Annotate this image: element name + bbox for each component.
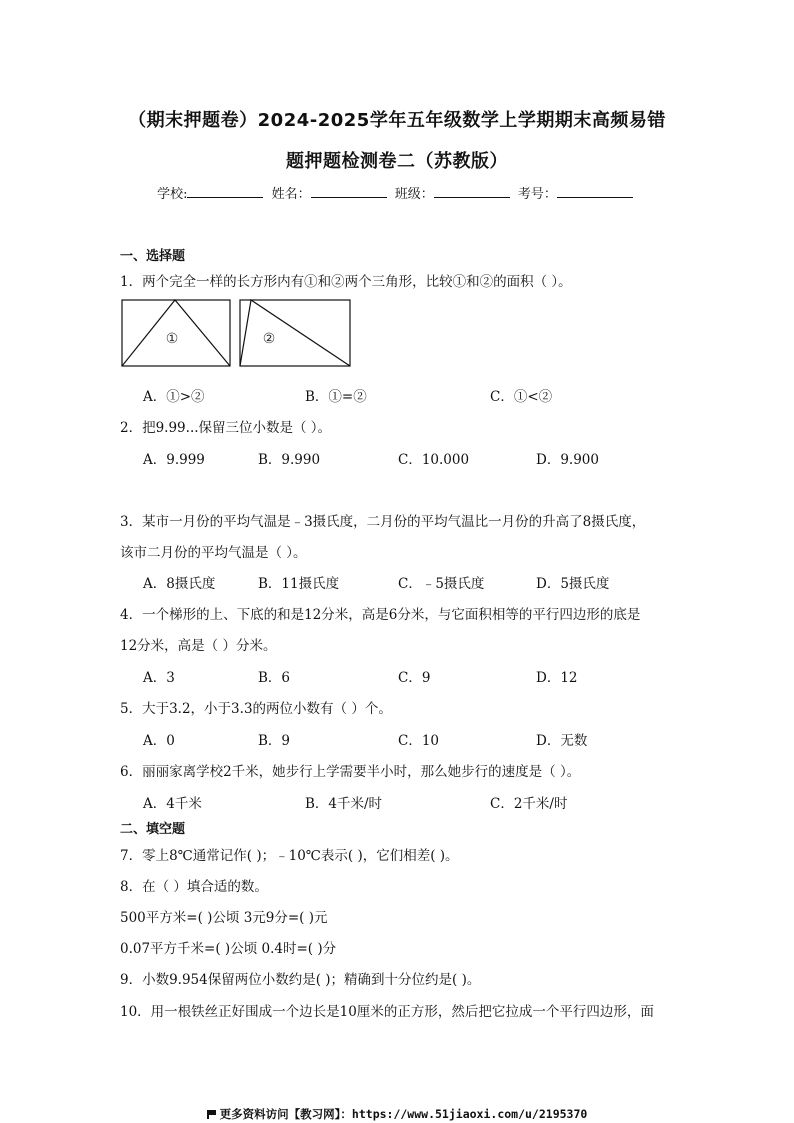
question-6: 6．丽丽家离学校2千米，她步行上学需要半小时，那么她步行的速度是（ ）。 [120,764,581,780]
question-10: 10．用一根铁丝正好围成一个边长是10厘米的正方形，然后把它拉成一个平行四边形，面 [120,1004,654,1020]
q5-option-a: A．0 [143,733,175,749]
footer [0,1106,794,1122]
q1-option-a: A．①>② [143,389,205,405]
q5-option-c: C．10 [398,733,440,749]
question-1-figure [120,298,356,368]
school-label: 学校: [157,187,188,202]
school-blank [187,185,263,198]
triangle-2-label: ② [262,331,276,347]
q4-option-c: C．9 [398,670,431,686]
name-label: 姓名： [271,187,311,202]
page-title-line-2: 题押题检测卷二（苏教版） [286,151,508,172]
q2-option-c: C．10.000 [398,452,470,468]
q1-option-c: C．①<② [490,389,553,405]
question-9: 9．小数9.954保留两位小数约是( )；精确到十分位约是( )。 [120,972,481,988]
question-4-line-1: 4．一个梯形的上、下底的和是12分米，高是6分米，与它面积相等的平行四边形的底是 [120,607,641,623]
question-1: 1．两个完全一样的长方形内有①和②两个三角形，比较①和②的面积（ ）。 [120,274,572,290]
q1-option-b: B．①=② [305,389,367,405]
q3-option-a: A．8摄氏度 [143,576,216,592]
q2-option-b: B．9.990 [258,452,321,468]
q3-option-d: D．5摄氏度 [536,576,610,592]
q5-option-b: B．9 [258,733,291,749]
class-label: 班级： [394,187,434,202]
number-label: 考号： [517,187,557,202]
q3-option-c: C．﹣5摄氏度 [398,576,485,592]
number-blank [557,185,633,198]
student-info-row [0,183,794,202]
question-3-line-2: 该市二月份的平均气温是（ ）。 [120,545,307,561]
question-8: 8．在（ ）填合适的数。 [120,879,268,895]
question-8-line-1: 500平方米=( )公顷 3元9分=( )元 [120,910,328,926]
question-2: 2．把9.99...保留三位小数是（ ）。 [120,420,332,436]
question-5: 5．大于3.2，小于3.3的两位小数有（ ）个。 [120,701,392,717]
flag-icon [207,1110,217,1119]
rectangle-2 [240,300,350,366]
section-1-title: 一、选择题 [120,249,186,264]
q5-option-d: D．无数 [536,733,588,749]
q2-option-d: D．9.900 [536,452,599,468]
q3-option-b: B．11摄氏度 [258,576,340,592]
name-blank [311,185,387,198]
class-blank [434,185,510,198]
triangle-1-label: ① [165,331,179,347]
section-2-title: 二、填空题 [120,822,186,837]
q6-option-b: B．4千米/时 [305,796,383,812]
q4-option-d: D．12 [536,670,578,686]
q4-option-b: B．6 [258,670,291,686]
question-4-line-2: 12分米，高是（ ）分米。 [120,638,277,654]
q6-option-c: C．2千米/时 [490,796,568,812]
page-title-line-1: （期末押题卷）2024-2025学年五年级数学上学期期末高频易错 [128,110,666,131]
question-3-line-1: 3．某市一月份的平均气温是﹣3摄氏度，二月份的平均气温比一月份的升高了8摄氏度， [120,514,646,530]
q4-option-a: A．3 [143,670,175,686]
triangle-2 [240,300,350,366]
footer-link-text[interactable]: 更多资料访问【教习网】：https://www.51jiaoxi.com/u/2195370 [219,1107,588,1121]
question-8-line-2: 0.07平方千米=( )公顷 0.4时=( )分 [120,941,337,957]
question-7: 7．零上8℃通常记作( )；﹣10℃表示( )，它们相差( )。 [120,848,459,864]
q6-option-a: A．4千米 [143,796,202,812]
q2-option-a: A．9.999 [143,452,205,468]
